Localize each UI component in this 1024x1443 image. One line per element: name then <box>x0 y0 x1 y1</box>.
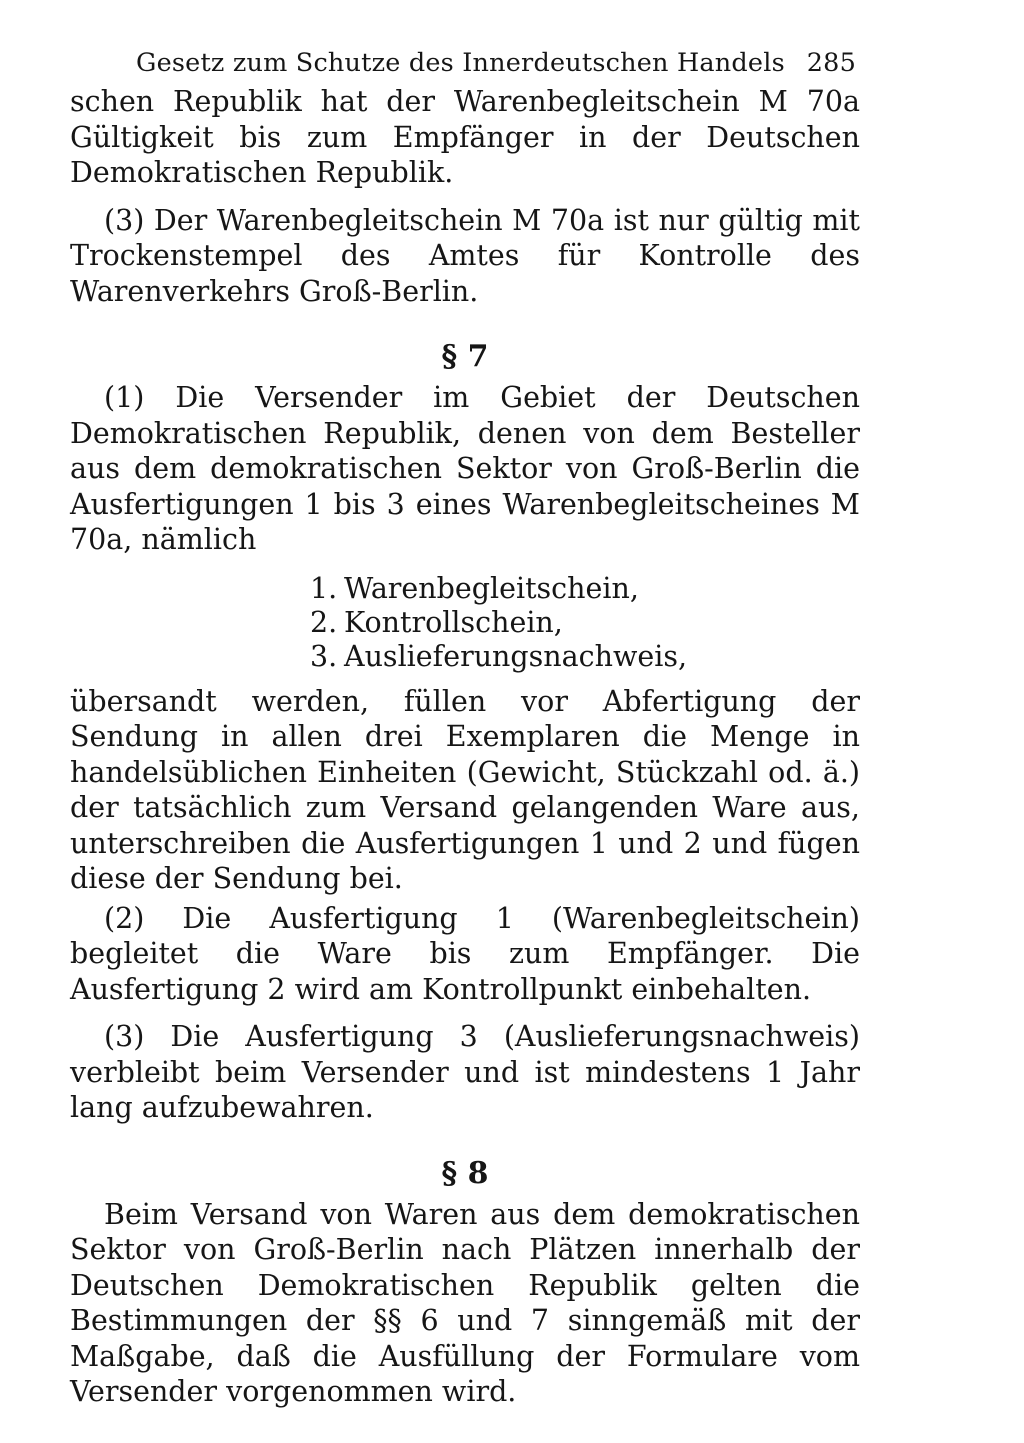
section7-paragraph-2: (2) Die Ausfertigung 1 (Warenbegleitschein) begleitet die Ware bis zum Empfänger. Die Ausfertigung 2 wird am Kontrollpunkt einbehalten. <box>70 901 860 1006</box>
page-number: 285 <box>806 48 856 78</box>
list-item-text: Warenbegleitschein, <box>344 571 639 605</box>
list-item-text: Kontrollschein, <box>344 605 563 639</box>
section7-paragraph-1-intro: (1) Die Versender im Gebiet der Deutschen Demokratischen Republik, denen von dem Besteller aus dem demokratischen Sektor von Groß-Berlin die Ausfertigungen 1 bis 3 eines Warenbegleitscheines M 70a, nämlich <box>70 381 860 556</box>
section8-paragraph: Beim Versand von Waren aus dem demokratischen Sektor von Groß-Berlin nach Plätzen innerhalb der Deutschen Demokratischen Republik gelten die Bestimmungen der §§ 6 und 7 sinngemäß mit der Maßgabe, daß die Ausfüllung der Formulare vom Versender vorgenommen wird. <box>70 1197 860 1408</box>
section7-heading: § 7 <box>441 339 489 374</box>
section8-heading: § 8 <box>441 1155 489 1191</box>
list-item-number: 2. <box>310 605 338 639</box>
section6-paragraph-3: (3) Der Warenbegleitschein M 70a ist nur gültig mit Trockenstempel des Amtes für Kontrolle des Warenverkehrs Groß-Berlin. <box>70 203 860 308</box>
list-item-number: 3. <box>310 639 338 673</box>
list-item <box>310 640 860 674</box>
section7-paragraph-1-continuation: übersandt werden, füllen vor Abfertigung der Sendung in allen drei Exemplaren die Menge in handelsüblichen Einheiten (Gewicht, Stückzahl od. ä.) der tatsächlich zum Versand gelangenden Ware aus, unterschreiben die Ausfertigungen 1 und 2 und fügen diese der Sendung bei. <box>70 684 860 895</box>
list-item <box>310 606 860 640</box>
header-title: Gesetz zum Schutze des Innerdeutschen Handels <box>136 48 785 78</box>
list-item-text: Auslieferungsnachweis, <box>344 639 688 673</box>
section7-paragraph-3: (3) Die Ausfertigung 3 (Auslieferungsnachweis) verbleibt beim Versender und ist mindestens 1 Jahr lang aufzubewahren. <box>70 1020 860 1124</box>
list-item <box>310 572 860 606</box>
list-item-number: 1. <box>310 571 338 605</box>
document-page <box>70 48 860 1410</box>
running-header <box>70 48 860 78</box>
section7-enumeration <box>70 572 860 674</box>
section6-continuation-text: schen Republik hat der Warenbegleitschein M 70a Gültigkeit bis zum Empfänger in der Deutschen Demokratischen Republik. <box>70 85 860 189</box>
